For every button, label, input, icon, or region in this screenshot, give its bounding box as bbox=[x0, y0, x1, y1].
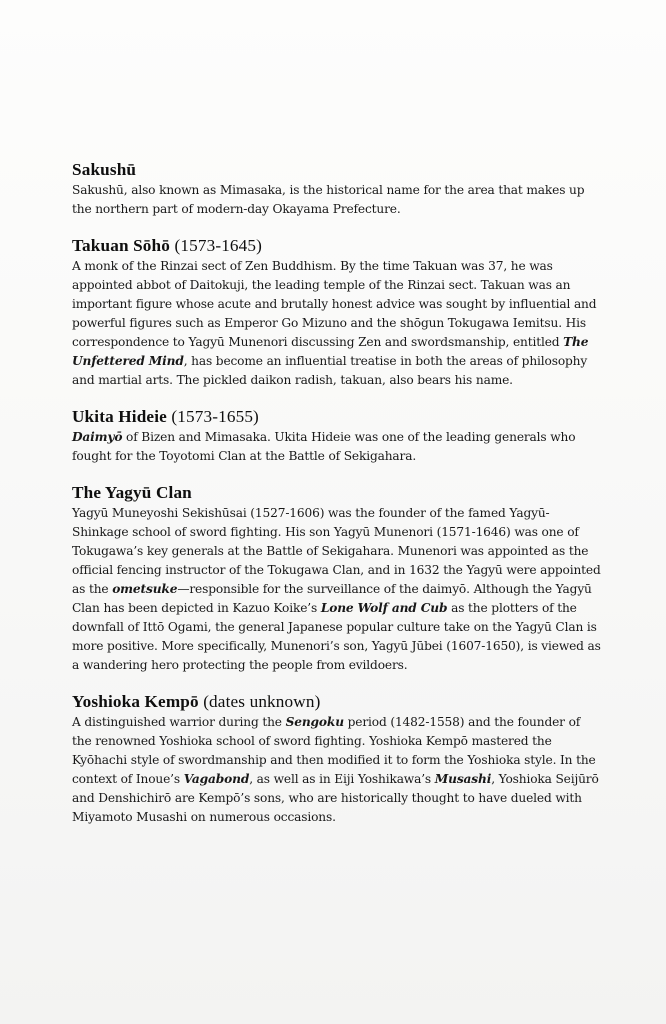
glossary-entry-sakushu bbox=[72, 160, 602, 219]
glossary-entry-yagyu-clan bbox=[72, 483, 602, 675]
entry-text: as the plotters of the downfall of Ittō Ogami, the general Japanese popular culture take on the Yagyū Clan is more positive. More specifically, Munenori’s son, Yagyū Jūbei (1607-1650), is viewed as a wandering hero protecting the people from evildoers. bbox=[72, 601, 601, 672]
entry-dates: (1573-1645) bbox=[174, 236, 263, 255]
entry-emphasis: Vagabond bbox=[183, 772, 250, 786]
entry-text: , as well as in Eiji Yoshikawa’s bbox=[249, 772, 435, 786]
entry-text: A monk of the Rinzai sect of Zen Buddhism. By the time Takuan was 37, he was appointed abbot of Daitokuji, the leading temple of the Rinzai sect. Takuan was an important figure whose acute and brutally honest advice was sought by influential and powerful figures such as Emperor Go Mizuno and the shōgun Tokugawa Iemitsu. His correspondence to Yagyū Munenori discussing Zen and swordsmanship, entitled bbox=[72, 259, 597, 349]
entry-dates: (dates unknown) bbox=[203, 692, 321, 711]
entry-title bbox=[72, 692, 602, 712]
glossary-entry-ukita-hideie bbox=[72, 407, 602, 466]
entry-emphasis: ometsuke bbox=[112, 582, 178, 596]
entry-emphasis: Daimyō bbox=[72, 430, 123, 444]
entry-text: Yagyū Muneyoshi Sekishūsai (1527-1606) was the founder of the famed Yagyū-Shinkage school of sword fighting. His son Yagyū Munenori (1571-1646) was one of Tokugawa’s key generals at the Battle of Sekigahara. Munenori was appointed as the official fencing instructor of the Tokugawa Clan, and in 1632 the Yagyū were appointed as the bbox=[72, 506, 601, 596]
entry-emphasis: Lone Wolf and Cub bbox=[320, 601, 448, 615]
entry-name: Takuan Sōhō bbox=[72, 236, 171, 255]
entry-text: A distinguished warrior during the bbox=[72, 715, 286, 729]
entry-name: Sakushū bbox=[72, 160, 137, 179]
entry-text: , Yoshioka Seijūrō and Denshichirō are Kempō’s sons, who are historically thought to have dueled with Miyamoto Musashi on numerous occasions. bbox=[72, 772, 599, 824]
glossary-content bbox=[72, 160, 602, 844]
entry-title bbox=[72, 407, 602, 427]
entry-name: Yoshioka Kempō bbox=[72, 692, 199, 711]
glossary-entry-yoshioka-kempo bbox=[72, 692, 602, 827]
entry-emphasis: Musashi bbox=[434, 772, 492, 786]
entry-emphasis: Sengoku bbox=[285, 715, 344, 729]
entry-name: Ukita Hideie bbox=[72, 407, 167, 426]
entry-text: period (1482-1558) and the founder of the renowned Yoshioka school of sword fighting. Yoshioka Kempō mastered the Kyōhachi style of swordmanship and then modified it to form the Yoshioka style. In the context of Inoue’s bbox=[72, 715, 596, 786]
entry-title bbox=[72, 160, 602, 180]
entry-text: Sakushū, also known as Mimasaka, is the historical name for the area that makes up the northern part of modern-day Okayama Prefecture. bbox=[72, 183, 585, 216]
entry-body bbox=[72, 181, 602, 219]
entry-body bbox=[72, 257, 602, 390]
entry-text: , has become an influential treatise in both the areas of philosophy and martial arts. The pickled daikon radish, takuan, also bears his name. bbox=[72, 354, 588, 387]
entry-dates: (1573-1655) bbox=[171, 407, 259, 426]
glossary-entry-takuan-soho bbox=[72, 236, 602, 390]
entry-title bbox=[72, 483, 602, 503]
entry-text: of Bizen and Mimasaka. Ukita Hideie was one of the leading generals who fought for the Toyotomi Clan at the Battle of Sekigahara. bbox=[72, 430, 576, 463]
entry-body bbox=[72, 428, 602, 466]
entry-emphasis: The Unfettered Mind bbox=[72, 335, 589, 368]
entry-body bbox=[72, 504, 602, 675]
entry-title bbox=[72, 236, 602, 256]
entry-name: The Yagyū Clan bbox=[72, 483, 192, 502]
entry-body bbox=[72, 713, 602, 827]
entry-text: —responsible for the surveillance of the daimyō. Although the Yagyū Clan has been depicted in Kazuo Koike’s bbox=[72, 582, 592, 615]
